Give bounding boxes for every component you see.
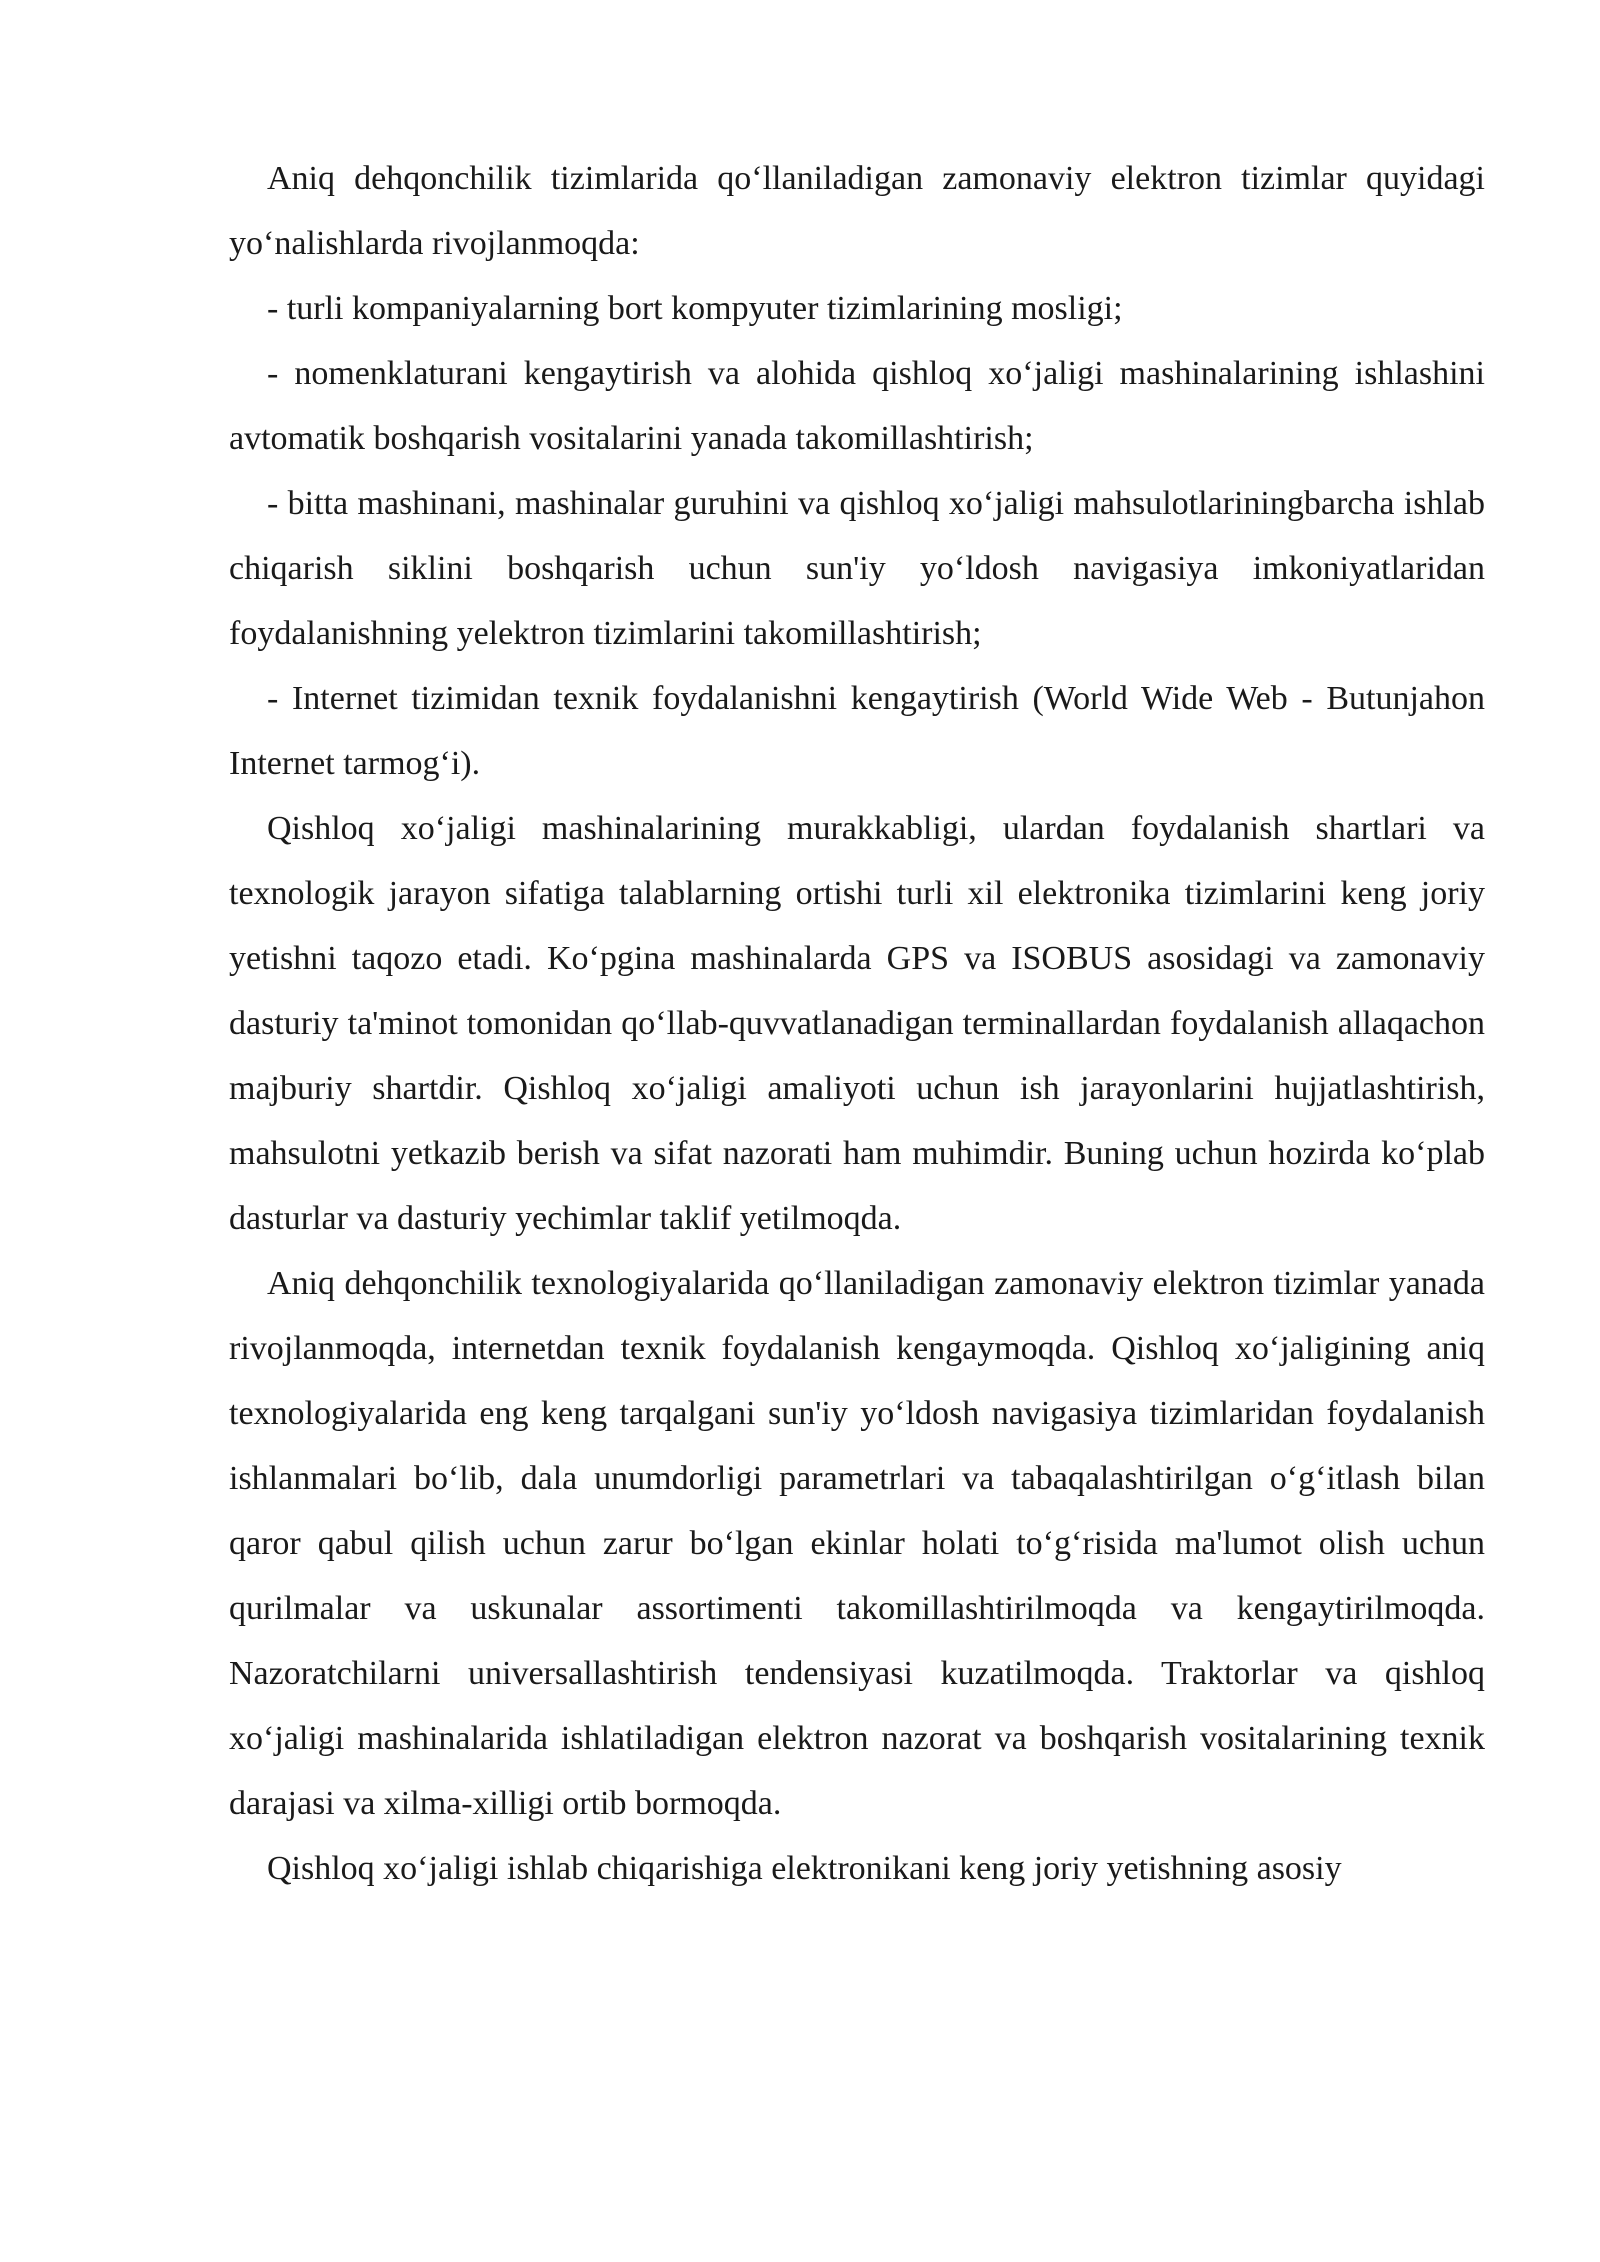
paragraph-machine-complexity: Qishloq xo‘jaligi mashinalarining murakkabligi, ulardan foydalanish shartlari va texnologik jarayon sifatiga talablarning ortishi turli xil elektronika tizimlarini keng joriy yetishni taqozo etadi. Ko‘pgina mashinalarda GPS va ISOBUS asosidagi va zamonaviy dasturiy ta'minot tomonidan qo‘llab-quvvatlanadigan terminallardan foydalanish allaqachon majburiy shartdir. Qishloq xo‘jaligi amaliyoti uchun ish jarayonlarini hujjatlashtirish, mahsulotni yetkazib berish va sifat nazorati ham muhimdir. Buning uchun hozirda ko‘plab dasturlar va dasturiy yechimlar taklif yetilmoqda. — [229, 810, 1485, 1237]
paragraph-electronics-introduction: Qishloq xo‘jaligi ishlab chiqarishiga elektronikani keng joriy yetishning asosiy — [267, 1850, 1342, 1887]
list-item-internet: - Internet tizimidan texnik foydalanishni kengaytirish (World Wide Web - Butunjahon Internet tarmog‘i). — [229, 680, 1485, 782]
list-item-nomenclature: - nomenklaturani kengaytirish va alohida qishloq xo‘jaligi mashinalarining ishlashini avtomatik boshqarish vositalarini yanada takomillashtirish; — [229, 355, 1485, 457]
paragraph-precision-technologies: Aniq dehqonchilik texnologiyalarida qo‘llaniladigan zamonaviy elektron tizimlar yanada rivojlanmoqda, internetdan texnik foydalanish kengaymoqda. Qishloq xo‘jaligining aniq texnologiyalarida eng keng tarqalgani sun'iy yo‘ldosh navigasiya tizimlaridan foydalanish ishlanmalari bo‘lib, dala unumdorligi parametrlari va tabaqalashtirilgan o‘g‘itlash bilan qaror qabul qilish uchun zarur bo‘lgan ekinlar holati to‘g‘risida ma'lumot olish uchun qurilmalar va uskunalar assortimenti takomillashtirilmoqda va kengaytirilmoqda. Nazoratchilarni universallashtirish tendensiyasi kuzatilmoqda. Traktorlar va qishloq xo‘jaligi mashinalarida ishlatiladigan elektron nazorat va boshqarish vositalarining texnik darajasi va xilma-xilligi ortib bormoqda. — [229, 1265, 1485, 1822]
document-page — [229, 146, 1485, 1901]
paragraph-intro: Aniq dehqonchilik tizimlarida qo‘llaniladigan zamonaviy elektron tizimlar quyidagi yo‘nalishlarda rivojlanmoqda: — [229, 160, 1485, 262]
list-item-satellite-navigation: - bitta mashinani, mashinalar guruhini va qishloq xo‘jaligi mahsulotlariningbarcha ishlab chiqarish siklini boshqarish uchun sun'iy yo‘ldosh navigasiya imkoniyatlaridan foydalanishning yelektron tizimlarini takomillashtirish; — [229, 485, 1485, 652]
list-item-compatibility: - turli kompaniyalarning bort kompyuter tizimlarining mosligi; — [267, 290, 1123, 327]
